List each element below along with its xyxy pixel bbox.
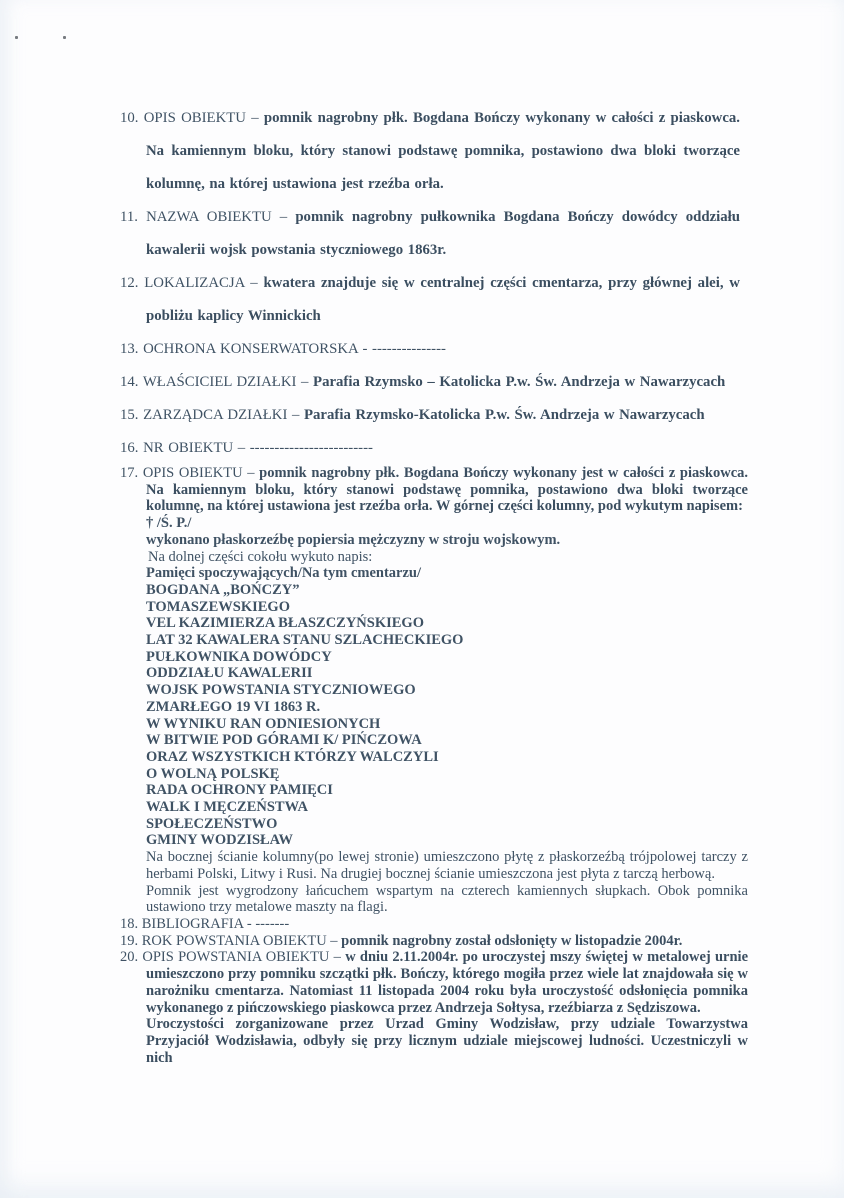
- inscription-line: GMINY WODZISŁAW: [146, 832, 294, 849]
- item-18-number: 18.: [120, 915, 139, 932]
- item-10-number: 10.: [120, 110, 139, 126]
- item-17-relief-line: wykonano płaskorzeźbę popiersia mężczyzny w stroju wojskowym.: [146, 531, 561, 548]
- item-17-side-note: Na bocznej ścianie kolumny(po lewej stronie) umieszczono płytę z płaskorzeźbą trójpolowej tarczy z herbami Polski, Litwy i Rusi. Na drugiej bocznej ścianie umieszczona jest płyta z tarczą herbową.: [146, 849, 748, 882]
- inscription-line: RADA OCHRONY PAMIĘCI: [146, 782, 333, 799]
- item-12: [120, 267, 740, 333]
- item-16-dashes: -------------------------: [249, 440, 373, 456]
- item-11-number: 11.: [120, 209, 138, 225]
- numbered-items-double-spaced: [120, 102, 740, 465]
- item-13-dashes: ---------------: [372, 341, 446, 357]
- item-16-label: NR OBIEKTU –: [143, 440, 246, 456]
- item-13: [120, 333, 740, 366]
- scan-speck: [15, 36, 18, 39]
- item-16: [120, 432, 740, 465]
- inscription-line: VEL KAZIMIERZA BŁASZCZYŃSKIEGO: [146, 615, 424, 632]
- item-20-label: OPIS POWSTANIA OBIEKTU –: [142, 949, 341, 966]
- item-20-body-2: Uroczystości zorganizowane przez Urzad Gminy Wodzisław, przy udziale Towarzystwa Przyjaciół Wodzisławia, odbyły się przy licznym udziale miejscowej ludności. Uczestniczyli w nich: [146, 1016, 748, 1066]
- item-17-note-line: Na dolnej części cokołu wykuto napis:: [148, 548, 373, 565]
- inscription-line: ODDZIAŁU KAWALERII: [146, 665, 313, 682]
- inscription-line: TOMASZEWSKIEGO: [146, 598, 290, 615]
- item-19: [120, 933, 748, 950]
- item-14-label: WŁAŚCICIEL DZIAŁKI –: [142, 374, 309, 390]
- inscription-line: WOJSK POWSTANIA STYCZNIOWEGO: [146, 682, 416, 699]
- inscription-line: PUŁKOWNIKA DOWÓDCY: [146, 648, 332, 665]
- item-13-label: OCHRONA KONSERWATORSKA -: [143, 341, 368, 357]
- item-15: [120, 399, 740, 432]
- item-18: [120, 916, 748, 933]
- inscription-line: BOGDANA „BOŃCZY”: [146, 581, 300, 598]
- item-20-number: 20.: [120, 949, 139, 966]
- item-17-fence-note: Pomnik jest wygrodzony łańcuchem wspartym na czterech kamiennych słupkach. Obok pomnika ustawiono trzy metalowe maszty na flagi.: [146, 882, 748, 916]
- item-11-label: NAZWA OBIEKTU –: [146, 209, 288, 225]
- document-content: [120, 102, 748, 1066]
- inscription-line: W WYNIKU RAN ODNIESIONYCH: [146, 715, 381, 732]
- item-13-number: 13.: [120, 341, 139, 357]
- item-19-body: pomnik nagrobny został odsłonięty w listopadzie 2004r.: [341, 932, 683, 949]
- inscription-line: LAT 32 KAWALERA STANU SZLACHECKIEGO: [146, 632, 464, 649]
- item-14-body: Parafia Rzymsko – Katolicka P.w. Św. Andrzeja w Nawarzycach: [313, 374, 726, 390]
- item-15-number: 15.: [120, 407, 139, 423]
- item-10-body: pomnik nagrobny płk. Bogdana Bończy wykonany w całości z piaskowca. Na kamiennym bloku, który stanowi podstawę pomnika, postawiono dwa bloki tworzące kolumnę, na której ustawiona jest rzeźba orła.: [146, 110, 740, 192]
- item-20-paragraph-1: [120, 949, 748, 1016]
- item-17-inscription-intro: Pamięci spoczywających/Na tym cmentarzu/: [146, 565, 422, 582]
- item-20-body-1: w dniu 2.11.2004r. po uroczystej mszy świętej w metalowej urnie umieszczono przy pomniku szczątki płk. Bończy, którego mogiła przez wiele lat znajdowała się w narożniku cmentarza. Natomiast 11 listopada 2004 roku była uroczystość odsłonięcia pomnika wykonanego z pińczowskiego piaskowca przez Andrzeja Sołtysa, rzeźbiarza z Sędziszowa.: [146, 949, 749, 1016]
- item-15-label: ZARZĄDCA DZIAŁKI –: [143, 407, 300, 423]
- item-10-label: OPIS OBIEKTU –: [143, 110, 259, 126]
- item-18-dashes: -------: [255, 915, 290, 932]
- item-17-label: OPIS OBIEKTU –: [142, 465, 255, 481]
- item-17-intro-body: pomnik nagrobny płk. Bogdana Bończy wykonany jest w całości z piaskowca. Na kamiennym bloku, który stanowi podstawę pomnika, postawiono dwa bloki tworzące kolumnę, na której ustawiona jest rzeźba orła. W górnej części kolumny, pod wykutym napisem:: [146, 465, 749, 515]
- inscription-line: ORAZ WSZYSTKICH KTÓRZY WALCZYLI: [146, 748, 439, 765]
- item-17-number: 17.: [120, 465, 139, 481]
- item-16-number: 16.: [120, 440, 139, 456]
- item-19-number: 19.: [120, 932, 139, 949]
- item-15-body: Parafia Rzymsko-Katolicka P.w. Św. Andrzeja w Nawarzycach: [304, 407, 705, 423]
- item-12-number: 12.: [120, 275, 139, 291]
- inscription-line: W BITWIE POD GÓRAMI K/ PIŃCZOWA: [146, 732, 422, 749]
- scan-speck: [63, 36, 66, 39]
- item-20-paragraph-2: [120, 1016, 748, 1066]
- item-11: [120, 201, 740, 267]
- item-19-label: ROK POWSTANIA OBIEKTU –: [141, 932, 338, 949]
- inscription-line: WALK I MĘCZEŃSTWA: [146, 799, 308, 816]
- inscription-line: ZMARŁEGO 19 VI 1863 R.: [146, 698, 321, 715]
- item-12-label: LOKALIZACJA –: [144, 275, 258, 291]
- item-17-cross-line: † /Ś. P./: [146, 515, 192, 532]
- item-11-body: pomnik nagrobny pułkownika Bogdana Bończy dowódcy oddziału kawalerii wojsk powstania styczniowego 1863r.: [146, 209, 741, 258]
- item-10: [120, 102, 740, 201]
- item-14-number: 14.: [120, 374, 139, 390]
- item-17-intro: [120, 465, 748, 515]
- item-12-body: kwatera znajduje się w centralnej części cmentarza, przy głównej alei, w pobliżu kaplicy Winnickich: [146, 275, 740, 324]
- item-14: [120, 366, 740, 399]
- inscription-line: SPOŁECZEŃSTWO: [146, 815, 278, 832]
- numbered-items-single-spaced: [120, 465, 748, 1066]
- item-18-label: BIBLIOGRAFIA -: [141, 915, 252, 932]
- inscription-line: O WOLNĄ POLSKĘ: [146, 765, 280, 782]
